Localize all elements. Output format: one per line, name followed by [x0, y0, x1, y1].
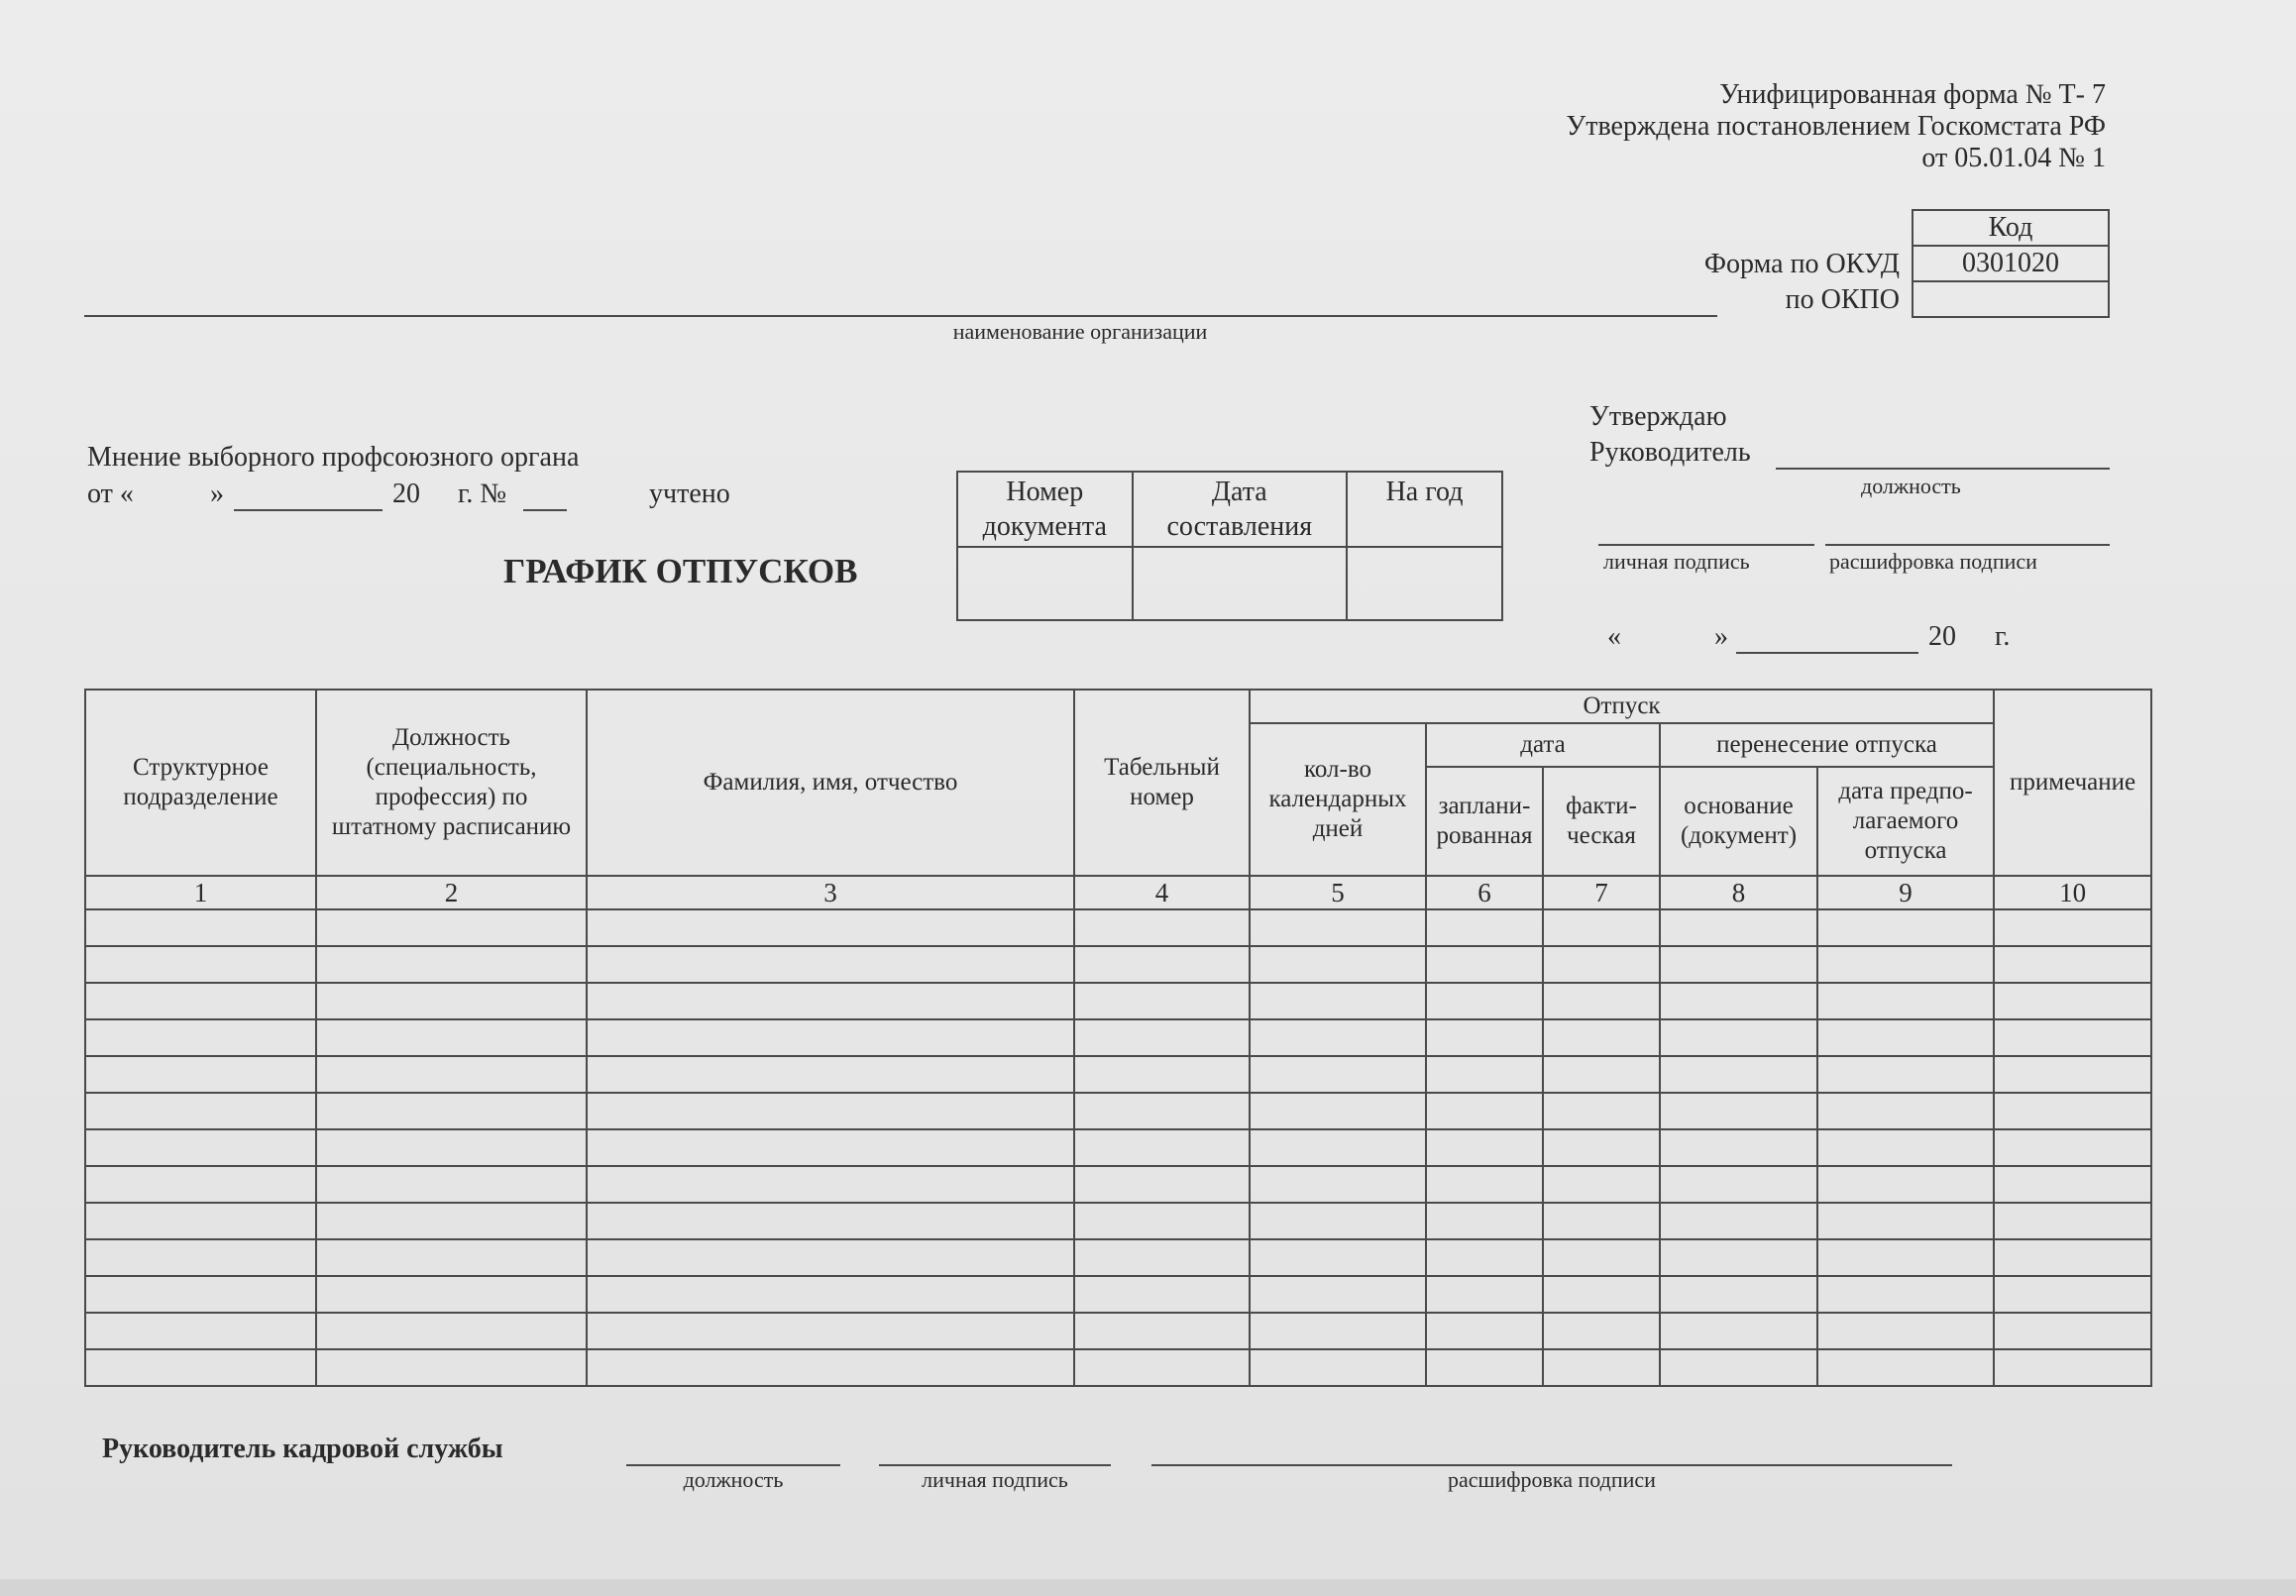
- table-cell[interactable]: [1426, 1239, 1543, 1276]
- header-actual: факти-ческая: [1543, 767, 1660, 876]
- table-cell[interactable]: [85, 1203, 316, 1239]
- table-cell[interactable]: [1543, 1349, 1660, 1386]
- table-cell[interactable]: [1660, 1093, 1817, 1129]
- table-cell[interactable]: [1074, 1093, 1250, 1129]
- table-cell[interactable]: [1426, 1166, 1543, 1203]
- table-cell[interactable]: [1543, 1129, 1660, 1166]
- approve-word: Утверждаю: [1589, 401, 1727, 432]
- table-cell[interactable]: [1543, 1313, 1660, 1349]
- table-cell[interactable]: [1660, 946, 1817, 983]
- table-cell[interactable]: [1426, 1093, 1543, 1129]
- approve-transcript-line[interactable]: [1825, 544, 2110, 546]
- table-cell[interactable]: [1250, 1313, 1426, 1349]
- table-cell[interactable]: [1074, 1056, 1250, 1093]
- table-cell[interactable]: [1250, 1129, 1426, 1166]
- table-cell[interactable]: [1994, 1313, 2151, 1349]
- header-fio: Фамилия, имя, отчество: [587, 690, 1074, 876]
- organization-name-line[interactable]: [84, 315, 1717, 317]
- table-cell[interactable]: [85, 1093, 316, 1129]
- table-cell[interactable]: [587, 1313, 1074, 1349]
- table-cell[interactable]: [1250, 1276, 1426, 1313]
- union-month-line[interactable]: [234, 509, 383, 511]
- table-cell[interactable]: [1074, 1349, 1250, 1386]
- table-cell[interactable]: [1817, 909, 1994, 946]
- table-cell[interactable]: [1817, 946, 1994, 983]
- table-cell[interactable]: [1817, 1056, 1994, 1093]
- table-cell[interactable]: [587, 1056, 1074, 1093]
- table-cell[interactable]: [1817, 1129, 1994, 1166]
- table-cell[interactable]: [1817, 1276, 1994, 1313]
- table-cell[interactable]: [1250, 909, 1426, 946]
- code-header: Код: [1913, 210, 2109, 246]
- table-cell[interactable]: [1250, 1203, 1426, 1239]
- table-cell[interactable]: [1250, 1166, 1426, 1203]
- table-cell[interactable]: [316, 1313, 587, 1349]
- table-cell[interactable]: [85, 1019, 316, 1056]
- table-cell[interactable]: [1994, 909, 2151, 946]
- column-number: 10: [1994, 876, 2151, 909]
- table-cell[interactable]: [1074, 1129, 1250, 1166]
- table-cell[interactable]: [1543, 1203, 1660, 1239]
- table-row: [85, 909, 2151, 946]
- doc-number-cell[interactable]: [957, 547, 1133, 620]
- table-cell[interactable]: [587, 1129, 1074, 1166]
- okud-value[interactable]: 0301020: [1913, 246, 2109, 281]
- table-row: [85, 1276, 2151, 1313]
- table-cell[interactable]: [1994, 1129, 2151, 1166]
- table-cell[interactable]: [587, 1239, 1074, 1276]
- table-cell[interactable]: [1250, 983, 1426, 1019]
- table-cell[interactable]: [85, 909, 316, 946]
- table-cell[interactable]: [1426, 1349, 1543, 1386]
- table-cell[interactable]: [1817, 1313, 1994, 1349]
- table-cell[interactable]: [1817, 1093, 1994, 1129]
- table-cell[interactable]: [1817, 1019, 1994, 1056]
- table-cell[interactable]: [1994, 1349, 2151, 1386]
- table-cell[interactable]: [1074, 1166, 1250, 1203]
- header-date: дата: [1426, 723, 1660, 767]
- table-row: [85, 1093, 2151, 1129]
- table-cell[interactable]: [587, 1093, 1074, 1129]
- table-cell[interactable]: [316, 1056, 587, 1093]
- table-cell[interactable]: [1817, 1166, 1994, 1203]
- footer-transcript-caption: расшифровка подписи: [1448, 1467, 1656, 1492]
- header-expected: дата предпо-лагаемого отпуска: [1817, 767, 1994, 876]
- table-cell[interactable]: [1074, 1313, 1250, 1349]
- table-cell[interactable]: [1994, 1056, 2151, 1093]
- table-cell[interactable]: [1660, 1129, 1817, 1166]
- column-number: 4: [1074, 876, 1250, 909]
- table-cell[interactable]: [1994, 1166, 2151, 1203]
- table-cell[interactable]: [1426, 1203, 1543, 1239]
- table-cell[interactable]: [1074, 983, 1250, 1019]
- table-cell[interactable]: [1994, 983, 2151, 1019]
- table-cell[interactable]: [1426, 983, 1543, 1019]
- table-cell[interactable]: [1074, 1203, 1250, 1239]
- table-row: [85, 1349, 2151, 1386]
- union-opinion-label: Мнение выборного профсоюзного органа: [87, 442, 580, 473]
- doc-date-header: Дата составления: [1133, 472, 1347, 547]
- table-cell[interactable]: [316, 1239, 587, 1276]
- table-cell[interactable]: [85, 1349, 316, 1386]
- table-cell[interactable]: [1250, 1349, 1426, 1386]
- table-cell[interactable]: [1660, 1313, 1817, 1349]
- header-vacation: Отпуск: [1250, 690, 1994, 723]
- table-cell[interactable]: [587, 1203, 1074, 1239]
- approve-head-label: Руководитель: [1589, 437, 1751, 468]
- table-cell[interactable]: [85, 1056, 316, 1093]
- column-number: 8: [1660, 876, 1817, 909]
- table-cell[interactable]: [1250, 1019, 1426, 1056]
- table-cell[interactable]: [1074, 1276, 1250, 1313]
- table-cell[interactable]: [1660, 909, 1817, 946]
- table-cell[interactable]: [1660, 1203, 1817, 1239]
- table-cell[interactable]: [1543, 909, 1660, 946]
- table-cell[interactable]: [1994, 1276, 2151, 1313]
- table-row: [85, 1056, 2151, 1093]
- hr-head-label: Руководитель кадровой службы: [102, 1434, 503, 1464]
- header-note: примечание: [1994, 690, 2151, 876]
- approve-transcript-caption: расшифровка подписи: [1829, 549, 2037, 574]
- table-cell[interactable]: [1994, 1239, 2151, 1276]
- table-cell[interactable]: [1660, 1056, 1817, 1093]
- table-cell[interactable]: [1817, 1239, 1994, 1276]
- table-cell[interactable]: [85, 1166, 316, 1203]
- table-cell[interactable]: [587, 909, 1074, 946]
- document-box: [956, 471, 1503, 621]
- header-transfer: перенесение отпуска: [1660, 723, 1994, 767]
- table-cell[interactable]: [1543, 1166, 1660, 1203]
- table-cell[interactable]: [316, 1349, 587, 1386]
- union-from-prefix: от «: [87, 479, 134, 509]
- table-cell[interactable]: [587, 983, 1074, 1019]
- table-cell[interactable]: [1994, 1203, 2151, 1239]
- table-cell[interactable]: [1074, 1019, 1250, 1056]
- approve-g: г.: [1995, 621, 2011, 652]
- doc-number-header: Номер документа: [957, 472, 1133, 547]
- table-cell[interactable]: [587, 1019, 1074, 1056]
- vacation-schedule-table: [84, 689, 2152, 1387]
- footer-position-line[interactable]: [626, 1464, 840, 1466]
- table-cell[interactable]: [1426, 1019, 1543, 1056]
- okpo-value[interactable]: [1913, 281, 2109, 317]
- column-number: 1: [85, 876, 316, 909]
- table-cell[interactable]: [85, 1276, 316, 1313]
- approve-position-caption: должность: [1861, 474, 1961, 498]
- table-row: [85, 1313, 2151, 1349]
- table-cell[interactable]: [587, 1276, 1074, 1313]
- table-cell[interactable]: [1660, 1019, 1817, 1056]
- table-cell[interactable]: [316, 1093, 587, 1129]
- table-cell[interactable]: [1543, 1093, 1660, 1129]
- column-number: 7: [1543, 876, 1660, 909]
- table-row: [85, 1166, 2151, 1203]
- table-cell[interactable]: [1660, 1166, 1817, 1203]
- table-row: [85, 1239, 2151, 1276]
- table-cell[interactable]: [1426, 1129, 1543, 1166]
- table-cell[interactable]: [1543, 946, 1660, 983]
- table-cell[interactable]: [316, 946, 587, 983]
- union-accounted: учтено: [649, 479, 730, 509]
- column-number: 2: [316, 876, 587, 909]
- table-cell[interactable]: [85, 1313, 316, 1349]
- footer-signature-line[interactable]: [879, 1464, 1111, 1466]
- header-position: Должность (специальность, профессия) по штатному расписанию: [316, 690, 587, 876]
- table-cell[interactable]: [316, 983, 587, 1019]
- table-cell[interactable]: [1817, 1203, 1994, 1239]
- union-quote-close: »: [210, 479, 224, 509]
- header-structural: Структурное подразделение: [85, 690, 316, 876]
- table-cell[interactable]: [316, 909, 587, 946]
- table-cell[interactable]: [1426, 946, 1543, 983]
- header-basis: основание (документ): [1660, 767, 1817, 876]
- table-cell[interactable]: [1543, 1239, 1660, 1276]
- table-cell[interactable]: [1817, 983, 1994, 1019]
- table-cell[interactable]: [587, 1349, 1074, 1386]
- table-cell[interactable]: [85, 1129, 316, 1166]
- table-cell[interactable]: [1660, 1349, 1817, 1386]
- page-title: ГРАФИК ОТПУСКОВ: [503, 552, 858, 590]
- organization-caption: наименование организации: [952, 319, 1208, 344]
- approve-month-line[interactable]: [1736, 652, 1918, 654]
- column-number: 6: [1426, 876, 1543, 909]
- table-cell[interactable]: [1074, 909, 1250, 946]
- table-cell[interactable]: [316, 1203, 587, 1239]
- table-cell[interactable]: [316, 1276, 587, 1313]
- table-row: [85, 946, 2151, 983]
- table-cell[interactable]: [1994, 946, 2151, 983]
- table-cell[interactable]: [316, 1166, 587, 1203]
- table-cell[interactable]: [587, 946, 1074, 983]
- footer-signature-caption: личная подпись: [922, 1467, 1068, 1492]
- union-number-label: г. №: [458, 479, 507, 509]
- approval-date: от 05.01.04 № 1: [1921, 143, 2106, 173]
- approve-quote-close: »: [1714, 621, 1728, 652]
- table-cell[interactable]: [1426, 909, 1543, 946]
- table-cell[interactable]: [316, 1129, 587, 1166]
- union-number-line[interactable]: [523, 509, 567, 511]
- header-tab-number: Табельный номер: [1074, 690, 1250, 876]
- form-number: Унифицированная форма № Т- 7: [1719, 79, 2106, 110]
- column-number: 9: [1817, 876, 1994, 909]
- table-cell[interactable]: [1543, 1276, 1660, 1313]
- header-planned: заплани-рованная: [1426, 767, 1543, 876]
- table-cell[interactable]: [85, 946, 316, 983]
- table-cell[interactable]: [1994, 1093, 2151, 1129]
- table-row: [85, 1019, 2151, 1056]
- table-cell[interactable]: [1543, 983, 1660, 1019]
- table-cell[interactable]: [1994, 1019, 2151, 1056]
- table-cell[interactable]: [1426, 1276, 1543, 1313]
- approve-year: 20: [1928, 621, 1956, 652]
- footer-position-caption: должность: [683, 1467, 784, 1492]
- table-cell[interactable]: [1817, 1349, 1994, 1386]
- approve-signature-line[interactable]: [1598, 544, 1814, 546]
- table-body: [85, 909, 2151, 1386]
- column-number: 3: [587, 876, 1074, 909]
- table-cell[interactable]: [85, 1239, 316, 1276]
- code-box: [1912, 209, 2110, 318]
- table-cell[interactable]: [1426, 1056, 1543, 1093]
- column-numbers-row: [85, 876, 2151, 909]
- table-cell[interactable]: [1543, 1019, 1660, 1056]
- table-cell[interactable]: [85, 983, 316, 1019]
- table-cell[interactable]: [1426, 1313, 1543, 1349]
- okpo-label: по ОКПО: [1785, 284, 1900, 315]
- table-cell[interactable]: [587, 1166, 1074, 1203]
- table-row: [85, 1203, 2151, 1239]
- approve-signature-caption: личная подпись: [1603, 549, 1750, 574]
- table-cell[interactable]: [1250, 1239, 1426, 1276]
- footer-transcript-line[interactable]: [1151, 1464, 1952, 1466]
- table-cell[interactable]: [1660, 1239, 1817, 1276]
- table-cell[interactable]: [1074, 946, 1250, 983]
- table-cell[interactable]: [1543, 1056, 1660, 1093]
- approval-line: Утверждена постановлением Госкомстата РФ: [1566, 111, 2106, 142]
- doc-year-cell[interactable]: [1347, 547, 1502, 620]
- table-cell[interactable]: [1074, 1239, 1250, 1276]
- table-cell[interactable]: [1660, 1276, 1817, 1313]
- okud-label: Форма по ОКУД: [1703, 249, 1900, 279]
- table-row: [85, 983, 2151, 1019]
- table-cell[interactable]: [1250, 1093, 1426, 1129]
- table-row: [85, 1129, 2151, 1166]
- column-number: 5: [1250, 876, 1426, 909]
- table-cell[interactable]: [1250, 1056, 1426, 1093]
- table-cell[interactable]: [1660, 983, 1817, 1019]
- doc-year-header: На год: [1347, 472, 1502, 547]
- table-cell[interactable]: [1250, 946, 1426, 983]
- approve-position-line[interactable]: [1776, 468, 2110, 470]
- table-cell[interactable]: [316, 1019, 587, 1056]
- header-days: кол-во календарных дней: [1250, 723, 1426, 876]
- doc-date-cell[interactable]: [1133, 547, 1347, 620]
- approve-quote-open: «: [1607, 621, 1621, 652]
- union-year: 20: [392, 479, 420, 509]
